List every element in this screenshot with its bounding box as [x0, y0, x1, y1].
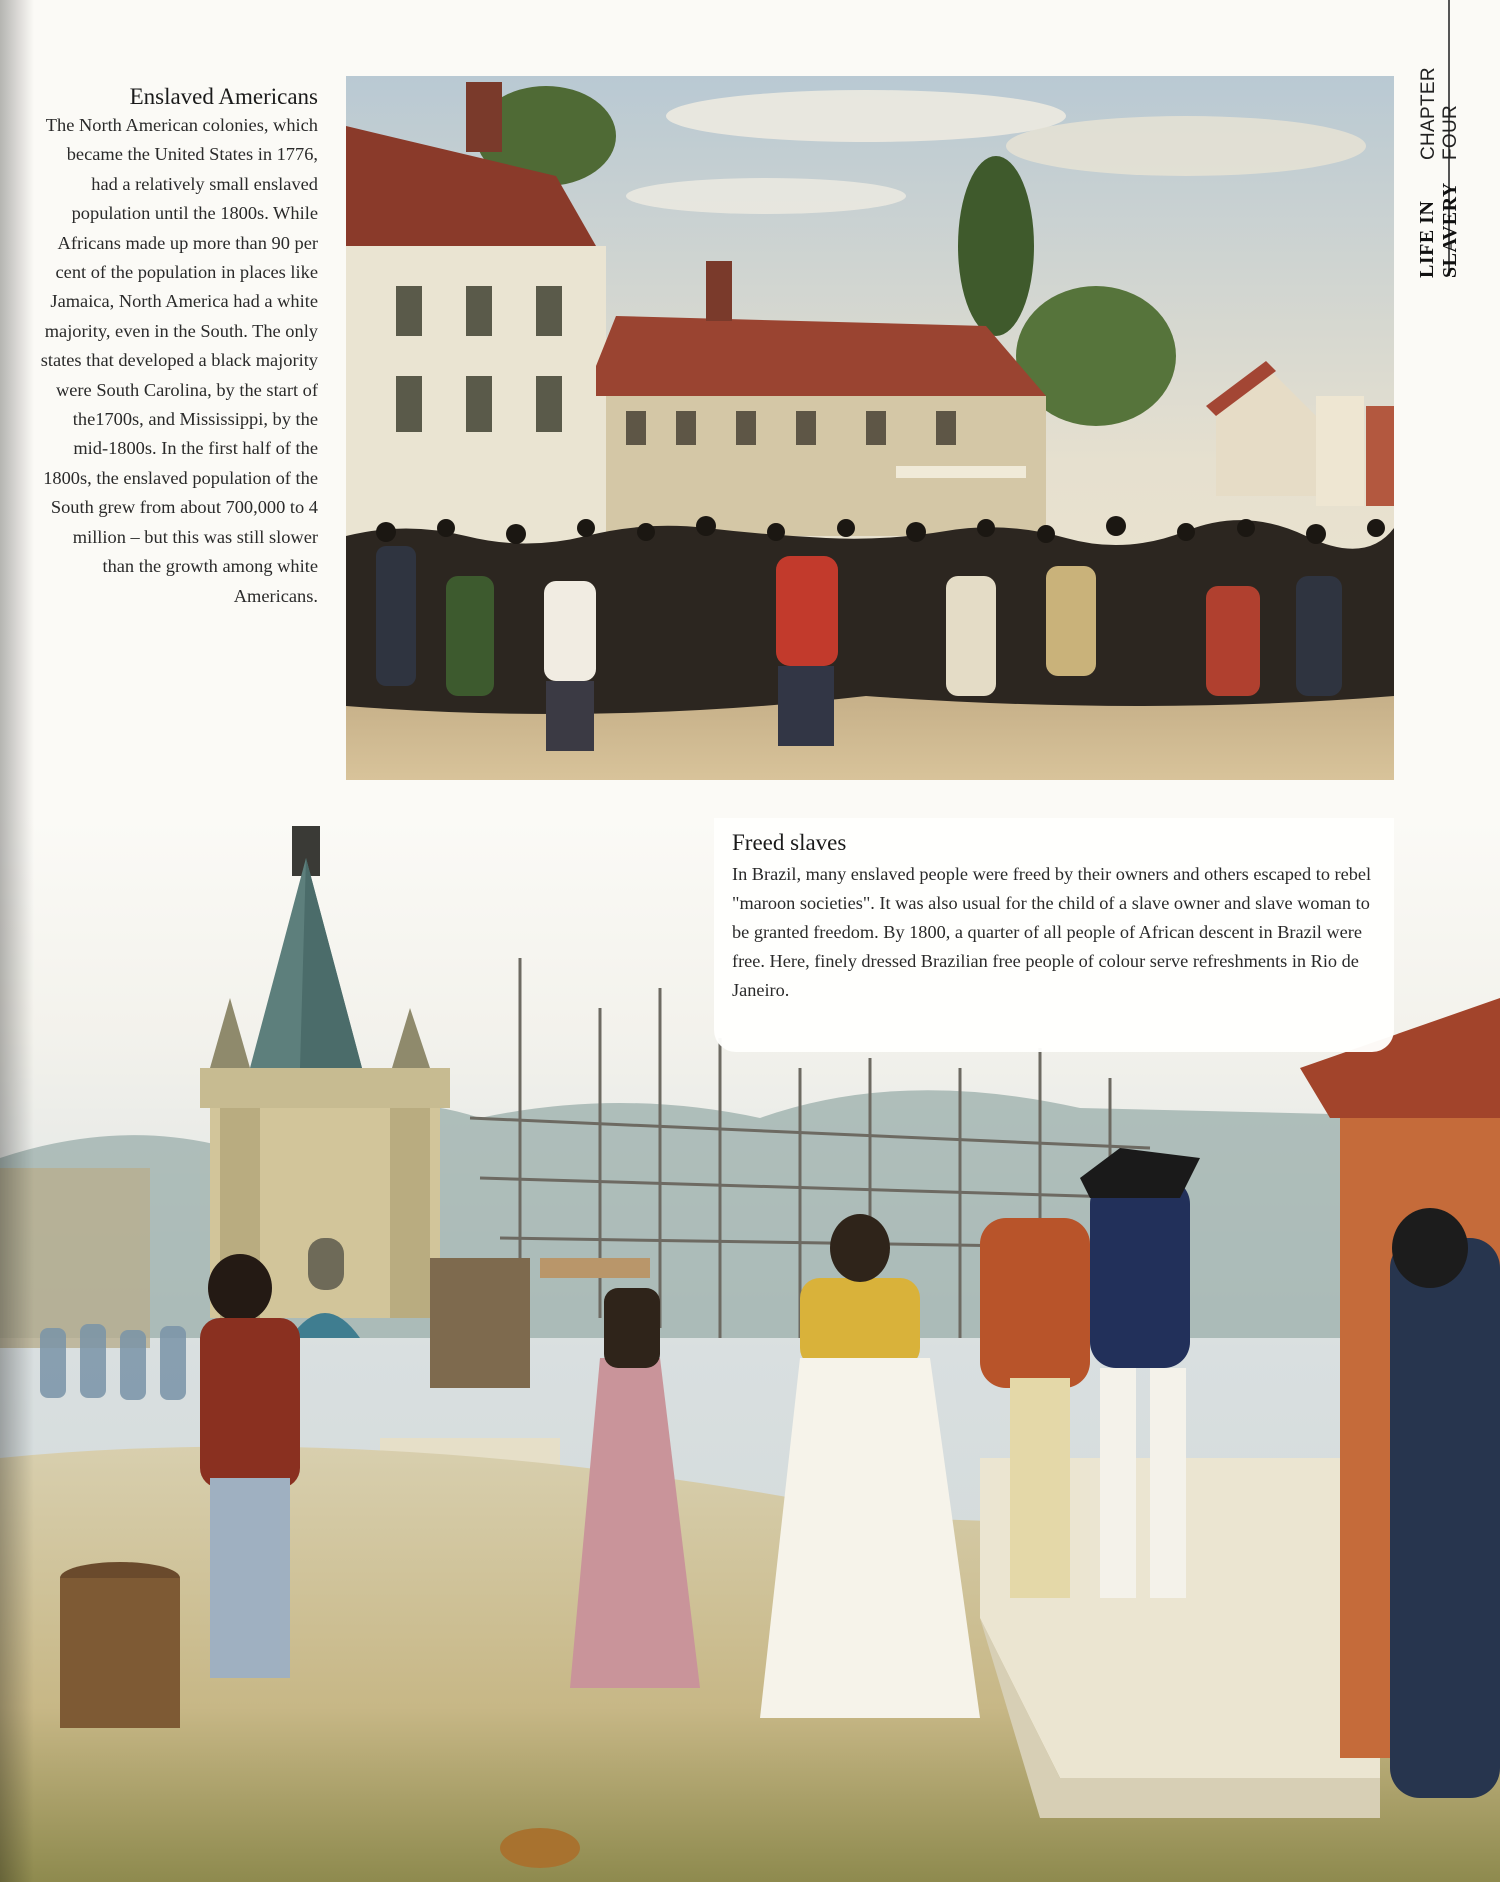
- illustration-town-crowd: [346, 76, 1394, 780]
- running-header: [1416, 60, 1461, 278]
- middle-roof: [596, 316, 1046, 396]
- running-header-text: [1416, 60, 1462, 278]
- tree-center: [958, 156, 1034, 336]
- caption-heading: Enslaved Americans: [129, 84, 318, 109]
- barrel: [60, 1578, 180, 1728]
- dog: [500, 1828, 580, 1868]
- caption-enslaved-americans: [40, 84, 318, 611]
- caption-heading: Freed slaves: [732, 830, 847, 855]
- chimney: [466, 82, 502, 152]
- caption-body: The North American colonies, which became the United States in 1776, had a relatively small enslaved population until the 1800s. While Africans made up more than 90 per cent of the population in places like Jamaica, North America had a white majority, even in the South. The only states that developed a black majority were South Carolina, by the start of the1700s, and Mississippi, by the mid-1800s. In the first half of the 1800s, the enslaved population of the South grew from about 700,000 to 4 million – but this was still slower than the growth among white Americans.: [40, 115, 318, 606]
- soldier: [1390, 1238, 1500, 1798]
- caption-body: In Brazil, many enslaved people were freed by their owners and others escaped to rebel "maroon societies". It was also usual for the child of a slave owner and slave woman to be granted freedom. By 1800, a quarter of all people of African descent in Brazil were free. Here, finely dressed Brazilian free people of colour serve refreshments in Rio de Janeiro.: [732, 864, 1372, 1000]
- chapter-label: CHAPTER FOUR: [1418, 66, 1461, 160]
- caption-freed-slaves: [714, 818, 1394, 1052]
- section-title: LIFE IN SLAVERY: [1416, 182, 1461, 278]
